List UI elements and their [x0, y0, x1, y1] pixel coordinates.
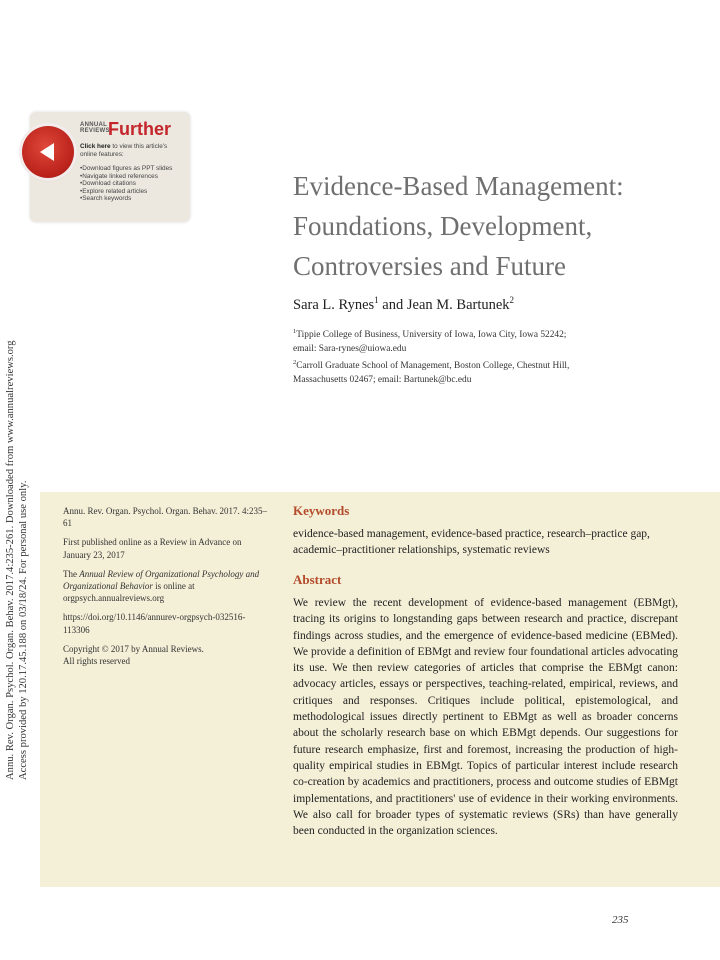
- copyright: Copyright © 2017 by Annual Reviews. All rights reserved: [63, 643, 204, 667]
- further-button[interactable]: [22, 126, 74, 178]
- keywords-heading: Keywords: [293, 503, 350, 518]
- affiliation-1: $^1$Tippie College of Business, University of Iowa, Iowa City, Iowa 52242; email: Sara-rynes@uiowa.edu: [293, 328, 567, 355]
- paper-title: Evidence-Based Management: Foundations, Development, Controversies and Future: [293, 171, 624, 281]
- feature-item[interactable]: • Download citations: [80, 180, 172, 188]
- further-title: Further: [108, 119, 171, 139]
- feature-item[interactable]: • Navigate linked references: [80, 173, 172, 181]
- further-intro: Click here to view this article's online features:: [80, 143, 168, 158]
- page-number: 235: [612, 914, 629, 926]
- journal-note: The Annual Review of Organizational Psychology and Organizational Behavior is online at orgpsych.annualreviews.org: [63, 568, 260, 604]
- further-features-box: [30, 112, 190, 222]
- keywords-text: evidence-based management, evidence-based practice, research–practice gap, academic–practitioner relationships, systematic reviews: [293, 528, 650, 556]
- side-download-line: Annu. Rev. Organ. Psychol. Organ. Behav. 2017.4:235-261. Downloaded from www.annualreviews.org: [5, 340, 16, 780]
- feature-item[interactable]: • Download figures as PPT slides: [80, 165, 172, 173]
- abstract-heading: Abstract: [293, 572, 342, 587]
- left-arrow-icon: [34, 138, 62, 166]
- author-list: Sara L. Rynes$^1$ and Jean M. Bartunek$^2$: [293, 295, 515, 313]
- feature-item[interactable]: • Search keywords: [80, 195, 172, 203]
- feature-item[interactable]: • Explore related articles: [80, 188, 172, 196]
- first-published: First published online as a Review in Advance on January 23, 2017: [63, 537, 242, 560]
- article-metadata: [63, 505, 268, 674]
- author-name: Sara L. Rynes: [293, 296, 375, 313]
- citation: Annu. Rev. Organ. Psychol. Organ. Behav. 2017. 4:235–61: [63, 506, 267, 529]
- click-here-link[interactable]: Click here: [80, 143, 111, 150]
- affiliation-2: $^2$Carroll Graduate School of Management, Boston College, Chestnut Hill, Massachusetts 02467; email: Bartunek@bc.edu: [293, 359, 570, 386]
- author-name: Jean M. Bartunek: [406, 296, 510, 313]
- annual-reviews-logo: ANNUAL REVIEWS: [80, 122, 110, 134]
- abstract-text: We review the recent development of evidence-based management (EBMgt), tracing its origins to longstanding gaps between research and practice, discrepant findings across studies, and the emergence of evidence-based medicine (EBMed). We provide a definition of EBMgt and review four foundational articles advocating its use. We then review categories of articles that comprise the EBMgt canon: advocacy articles, essays or perspectives, teaching-related, empirical, reviews, and critiques and responses. Critiques include political, epistemological, and methodological issues directly pertinent to EBMgt as well as broader concerns about the scholarly research base on which EBMgt depends. Our suggestions for future research emphasize, first and foremost, increasing the production of high-quality empirical studies in EBMgt. Topics of particular interest include research co-creation by academics and practitioners, process and outcome studies of EBMgt implementations, and practitioners' use of evidence in their working environments. We also call for broader types of systematic reviews (SRs) than have generally been conducted in the organization sciences.: [293, 597, 678, 838]
- doi-link[interactable]: https://doi.org/10.1146/annurev-orgpsych-032516-113306: [63, 612, 246, 635]
- side-access-line: Access provided by 120.17.45.188 on 03/18/24. For personal use only.: [18, 480, 29, 780]
- further-feature-list: [80, 165, 172, 203]
- side-access-note: [4, 240, 30, 780]
